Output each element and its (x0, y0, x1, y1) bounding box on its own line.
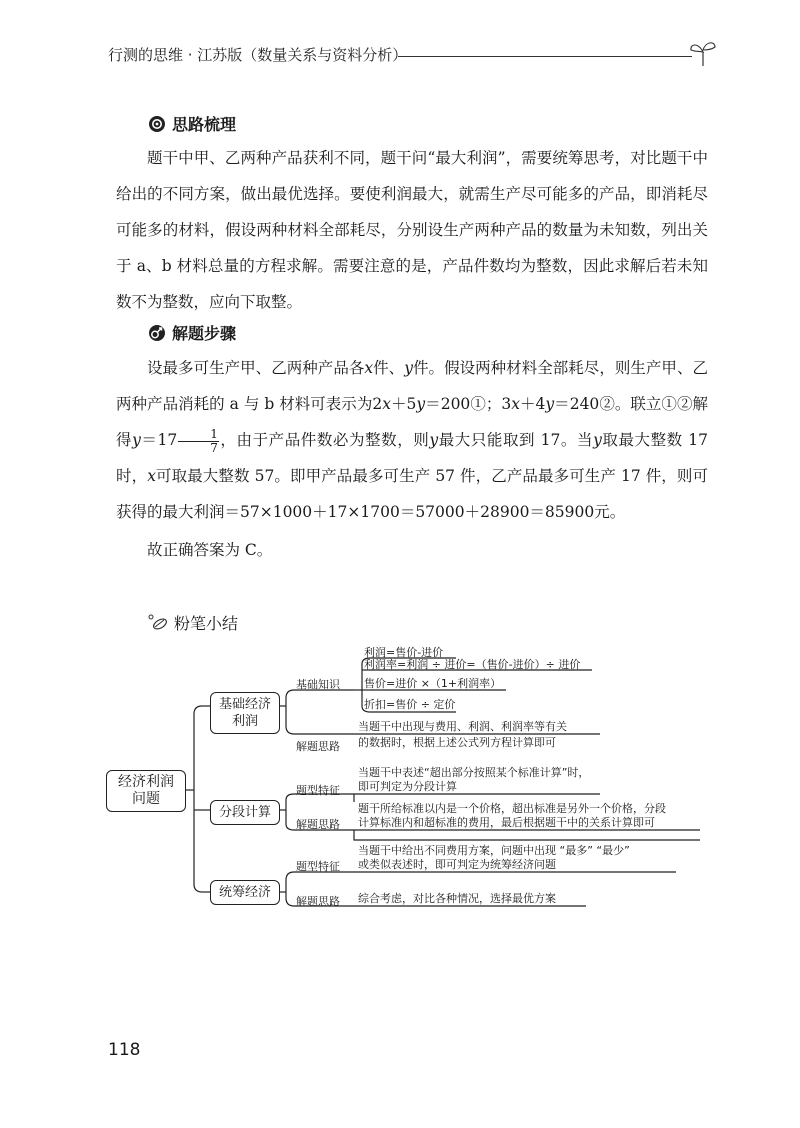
header-title: 行测的思维 · 江苏版（数量关系与资料分析） (108, 46, 408, 64)
text-run: ，由于产品件数必为整数，则 (219, 431, 430, 449)
section-head-thinking (148, 112, 236, 135)
root-node: 经济利润问题 (106, 770, 186, 812)
section-title: 解题步骤 (172, 324, 237, 343)
sub-label: 解题思路 (296, 818, 340, 831)
summary-title: 粉笔小结 (174, 614, 239, 633)
sub-label: 基础知识 (296, 678, 340, 691)
var-y: y (545, 395, 555, 413)
var-x: x (382, 395, 391, 413)
branch-node-segmented: 分段计算 (210, 800, 280, 825)
mind-map (100, 640, 700, 920)
section-head-solution (148, 321, 236, 344)
text-run: 设最多可生产甲、乙两种产品各 (147, 359, 365, 377)
leaf-text: 综合考虑，对比各种情况，选择最优方案 (358, 892, 556, 905)
leaf-text: 即可判定为分段计算 (358, 780, 457, 793)
page-number: 118 (108, 1040, 141, 1060)
leaf-text: 当题干中出现与费用、利润、利润率等有关 (358, 720, 567, 733)
sub-label: 解题思路 (296, 895, 340, 908)
paragraph-text: 题干中甲、乙两种产品获利不同，题干问“最大利润”，需要统筹思考，对比题干中给出的不同方案，做出最优选择。要使利润最大，就需生产尽可能多的产品，即消耗尽可能多的材料，假设两种材料全部耗尽，分别设生产两种产品的数量为未知数，列出关于 a、b 材料总量的方程求解。需要注意的是，产品件数均为整数，因此求解后若未知数不为整数，应向下取整。 (116, 149, 708, 311)
sub-label: 题型特征 (296, 860, 340, 873)
var-x: x (511, 395, 520, 413)
text-run: 件。假设两种材料全部耗尽，则生产甲、乙两种产品消耗的 a 与 b 材料可表示为2 (116, 359, 708, 413)
branch-node-basic: 基础经济利润 (210, 692, 280, 734)
branch-node-overall: 统筹经济 (210, 880, 280, 905)
leaf-text: 题干所给标准以内是一个价格，超出标准是另外一个价格，分段 (358, 802, 666, 815)
text-run: 取最大整数 17 时， (116, 431, 708, 485)
thinking-paragraph (116, 140, 708, 320)
leaf-text: 折扣=售价 ÷ 定价 (364, 698, 456, 711)
leaf-text: 当题干中给出不同费用方案，问题中出现 “最多” “最少” (358, 844, 630, 857)
text-run: ＝200①；3 (425, 395, 512, 413)
header-rule (398, 56, 692, 57)
leaf-text: 利润=售价-进价 (364, 646, 444, 659)
text-run: ＝240②。联立①②解得 (116, 395, 708, 449)
gear-icon (148, 115, 166, 133)
solution-text (116, 350, 708, 530)
summary-heading (148, 611, 238, 634)
text-run: ＋5 (390, 395, 417, 413)
chalk-icon (148, 614, 168, 632)
running-header (108, 44, 718, 74)
var-x: x (364, 359, 374, 377)
solution-paragraph (116, 350, 708, 568)
fraction-numerator: 1 (178, 428, 219, 442)
leaf-text: 利润率=利润 ÷ 进价=（售价-进价）÷ 进价 (364, 658, 581, 671)
fraction (178, 428, 219, 455)
leaf-text: 售价=进价 ×（1+利润率） (364, 677, 502, 690)
fraction-denominator: 7 (210, 440, 218, 455)
text-run: ＋4 (519, 395, 546, 413)
var-y: y (429, 431, 439, 449)
section-title: 思路梳理 (172, 115, 237, 134)
sub-label: 题型特征 (296, 784, 340, 797)
leaf-text: 的数据时，根据上述公式列方程计算即可 (358, 736, 556, 749)
var-y: y (132, 431, 141, 449)
var-x: x (147, 467, 156, 485)
steps-icon (148, 324, 166, 342)
text-run: 件、 (373, 359, 405, 377)
leaf-text: 当题干中表述“超出部分按照某个标准计算”时， (358, 766, 590, 779)
sub-label: 解题思路 (296, 740, 340, 753)
sprout-icon (688, 38, 718, 68)
var-y: y (593, 431, 602, 449)
leaf-text: 计算标准内和超标准的费用，最后根据题干中的关系计算即可 (358, 816, 655, 829)
text-run: ＝17 (140, 431, 178, 449)
text-run: 最大只能取到 17。当 (438, 431, 594, 449)
var-y: y (416, 395, 426, 413)
text-run: 可取最大整数 57。即甲产品最多可生产 57 件，乙产品最多可生产 17 件，则可获得的最大利润＝57×1000＋17×1700＝57000＋28900＝85900元。 (116, 467, 708, 521)
answer-text: 故正确答案为 C。 (147, 541, 273, 559)
var-y: y (404, 359, 413, 377)
leaf-text: 或类似表述时，即可判定为统筹经济问题 (358, 858, 556, 871)
